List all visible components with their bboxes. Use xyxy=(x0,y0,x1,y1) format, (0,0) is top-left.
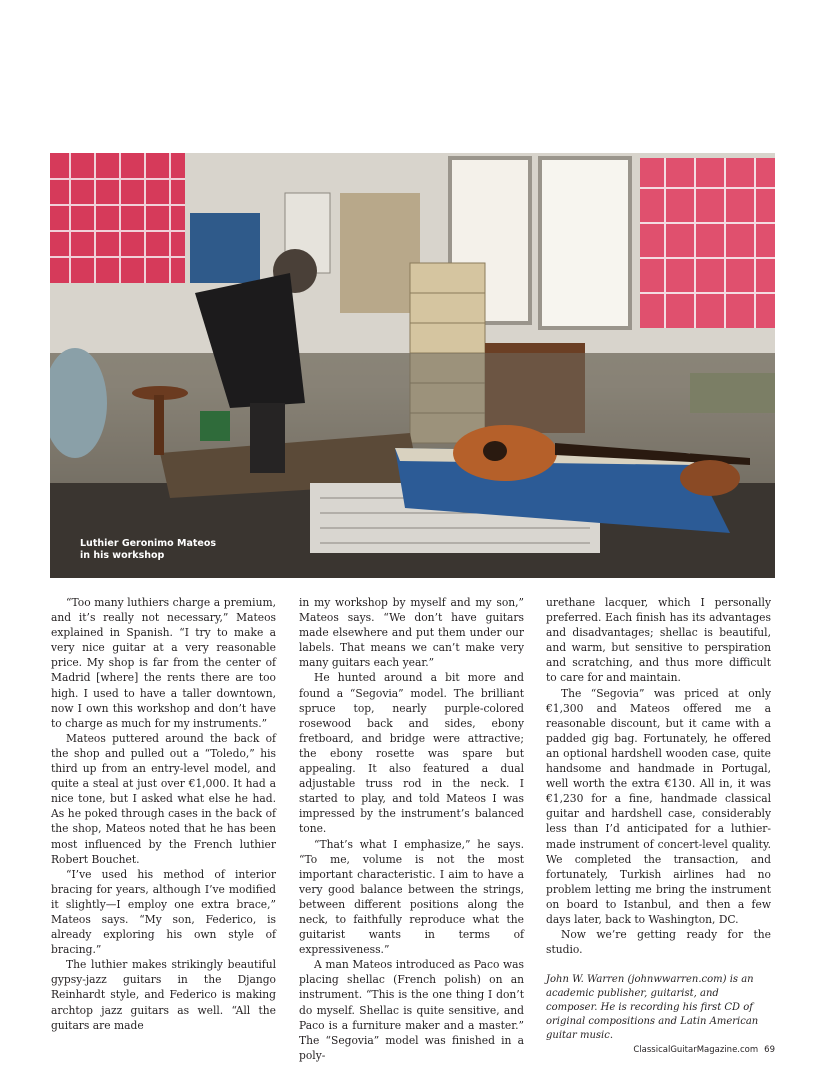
paragraph: “Too many luthiers charge a premium, and it’s really not necessary,” Mateos explained in Spanish. “I try to make a very nice guitar at a very reasonable price. My shop is far from the center of Madrid [where] the rents there are too high. I used to have a taller downtown, now I own this workshop and don’t have to charge as much for my instruments.” xyxy=(51,596,276,730)
workshop-illustration xyxy=(50,153,775,578)
paragraph: A man Mateos introduced as Paco was placing shellac (French polish) on an instrument. “This is the one thing I don’t do myself. Shellac is quite sensitive, and Paco is a furniture maker and a master.” The “Segovia” model was finished in a poly- xyxy=(299,958,524,1062)
paragraph: Now we’re getting ready for the studio. xyxy=(546,928,771,957)
page-number: 69 xyxy=(764,1045,775,1055)
article-column-3 xyxy=(546,595,771,1043)
article-column-2 xyxy=(299,595,524,1063)
footer-site: ClassicalGuitarMagazine.com xyxy=(633,1045,759,1055)
paragraph: Mateos puttered around the back of the shop and pulled out a “Toledo,” his third up from an entry-level model, and quite a steal at just over €1,000. It had a nice tone, but I asked what else he had. As he poked through cases in the back of the shop, Mateos noted that he has been most influenced by the French luthier Robert Bouchet. xyxy=(51,731,276,866)
photo-caption xyxy=(80,538,216,562)
workshop-photo xyxy=(50,153,775,578)
paragraph: The luthier makes strikingly beautiful gypsy-jazz guitars in the Django Reinhardt style, and Federico is making archtop jazz guitars as well. “All the guitars are made xyxy=(51,958,276,1032)
caption-line-2: in his workshop xyxy=(80,550,165,561)
paragraph: He hunted around a bit more and found a “Segovia” model. The brilliant spruce top, nearly purple-colored rosewood back and sides, ebony fretboard, and bridge were attractive; the ebony rosette was spare but appealing. It also featured a dual adjustable truss rod in the neck. I started to play, and told Mateos I was impressed by the instrument’s balanced tone. xyxy=(299,671,524,836)
paragraph: “I’ve used his method of interior bracing for years, although I’ve modified it slightly—I employ one extra brace,” Mateos says. “My son, Federico, is already exploring his own style of bracing.” xyxy=(51,867,276,957)
paragraph: The “Segovia” was priced at only €1,300 and Mateos offered me a reasonable discount, but it came with a padded gig bag. Fortunately, he offered an optional hardshell wooden case, quite handsome and handmade in Portugal, well worth the extra €130. All in, it was €1,230 for a fine, handmade classical guitar and hardshell case, considerably less than I’d anticipated for a luthier-made instrument of concert-level quality. We completed the transaction, and fortunately, Turkish airlines had no problem letting me bring the instrument on board to Istanbul, and then a few days later, back to Washington, DC. xyxy=(546,686,771,926)
page-footer xyxy=(633,1045,775,1055)
article-column-1 xyxy=(51,595,276,1033)
paragraph: urethane lacquer, which I personally preferred. Each finish has its advantages and disadvantages; shellac is beautiful, and warm, but sensitive to perspiration and scratching, and thus more difficult to care for and maintain. xyxy=(546,596,771,685)
caption-line-1: Luthier Geronimo Mateos xyxy=(80,538,217,549)
author-bio: John W. Warren (johnwwarren.com) is an academic publisher, guitarist, and composer. He is recording his first CD of original compositions and Latin American guitar music. xyxy=(546,974,759,1042)
paragraph: “That’s what I emphasize,” he says. “To me, volume is not the most important characteristic. I aim to have a very good balance between the strings, between different positions along the neck, to faithfully reproduce what the guitarist wants in terms of expressiveness.” xyxy=(299,837,524,957)
paragraph: in my workshop by myself and my son,” Mateos says. “We don’t have guitars made elsewhere and put them under our labels. That means we can’t make very many guitars each year.” xyxy=(299,596,524,670)
